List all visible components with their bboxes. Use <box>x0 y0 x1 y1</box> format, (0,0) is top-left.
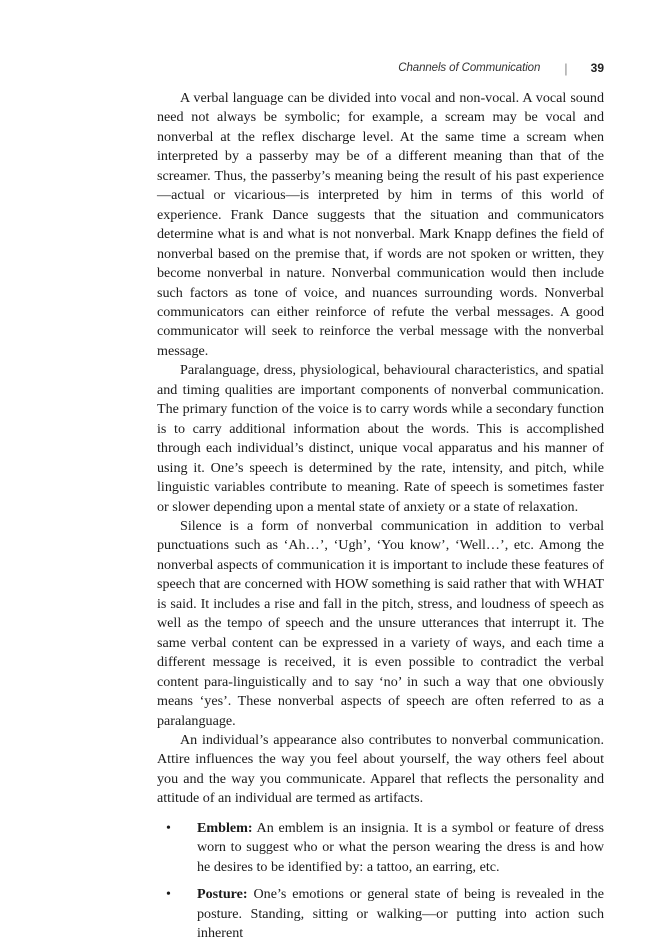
paragraph-appearance: An individual’s appearance also contributes to nonverbal communication. Attire influences the way you feel about yourself, the way others feel about you and the way you communicate. Apparel that reflects the personality and attitude of an individual are termed as artifacts. <box>157 731 604 807</box>
bullet-icon: • <box>166 886 171 903</box>
term-emblem: Emblem: <box>197 819 253 836</box>
header-separator: | <box>564 60 568 76</box>
artifact-list <box>157 819 604 944</box>
running-head <box>0 59 604 77</box>
body-text <box>157 89 604 951</box>
definition-emblem: An emblem is an insignia. It is a symbol or feature of dress worn to suggest who or what the person wearing the dress is and how he desires to be identified by: a tattoo, an earring, etc. <box>197 819 604 875</box>
bullet-icon: • <box>166 819 171 836</box>
definition-posture: One’s emotions or general state of being is revealed in the posture. Standing, sitting or walking—or putting into action such inherent <box>197 886 604 942</box>
paragraph-vocal-nonvocal: A verbal language can be divided into vocal and non-vocal. A vocal sound need not always be symbolic; for example, a scream may be vocal and nonverbal at the reflex discharge level. At the same time a scream when interpreted by a passerby may be of a different meaning than that of the screamer. Thus, the passerby’s meaning being the result of his past experience—actual or vicarious—is interpreted by him in terms of this world of experience. Frank Dance suggests that the situation and communicators determine what is and what is not nonverbal. Mark Knapp defines the field of nonverbal based on the premise that, if words are not spoken or written, they become nonverbal in nature. Nonverbal communication would then include such factors as tone of voice, and nuances surrounding words. Nonverbal communicators can either reinforce of refute the verbal messages. A good communicator will seek to reinforce the verbal message with the nonverbal message. <box>157 90 604 359</box>
list-item-posture <box>157 885 604 943</box>
list-item-emblem <box>157 819 604 877</box>
page-number: 39 <box>590 61 604 75</box>
term-posture: Posture: <box>197 886 248 903</box>
paragraph-silence: Silence is a form of nonverbal communication in addition to verbal punctuations such as ‘Ah…’, ‘Ugh’, ‘You know’, ‘Well…’, etc. Among the nonverbal aspects of communication it is important to include these features of speech that are concerned with HOW something is said rather that with WHAT is said. It includes a rise and fall in the pitch, stress, and loudness of speech as well as the tempo of speech and the unsure utterances that interrupt it. The same verbal content can be expressed in a variety of ways, and each time a different message is received, it is even possible to contradict the verbal content para-linguistically and to say ‘no’ in such a way that one obviously means ‘yes’. These nonverbal aspects of speech are often referred to as a paralanguage. <box>157 517 604 729</box>
paragraph-paralanguage: Paralanguage, dress, physiological, behavioural characteristics, and spatial and timing qualities are important components of nonverbal communication. The primary function of the voice is to carry words while a secondary function is to carry additional information about the words. This is accomplished through each individual’s distinct, unique vocal apparatus and his manner of using it. One’s speech is determined by the rate, intensity, and pitch, while linguistic variables contribute to meaning. Rate of speech is sometimes faster or slower depending upon a mental state of anxiety or a state of relaxation. <box>157 362 604 515</box>
chapter-title: Channels of Communication <box>398 62 541 74</box>
